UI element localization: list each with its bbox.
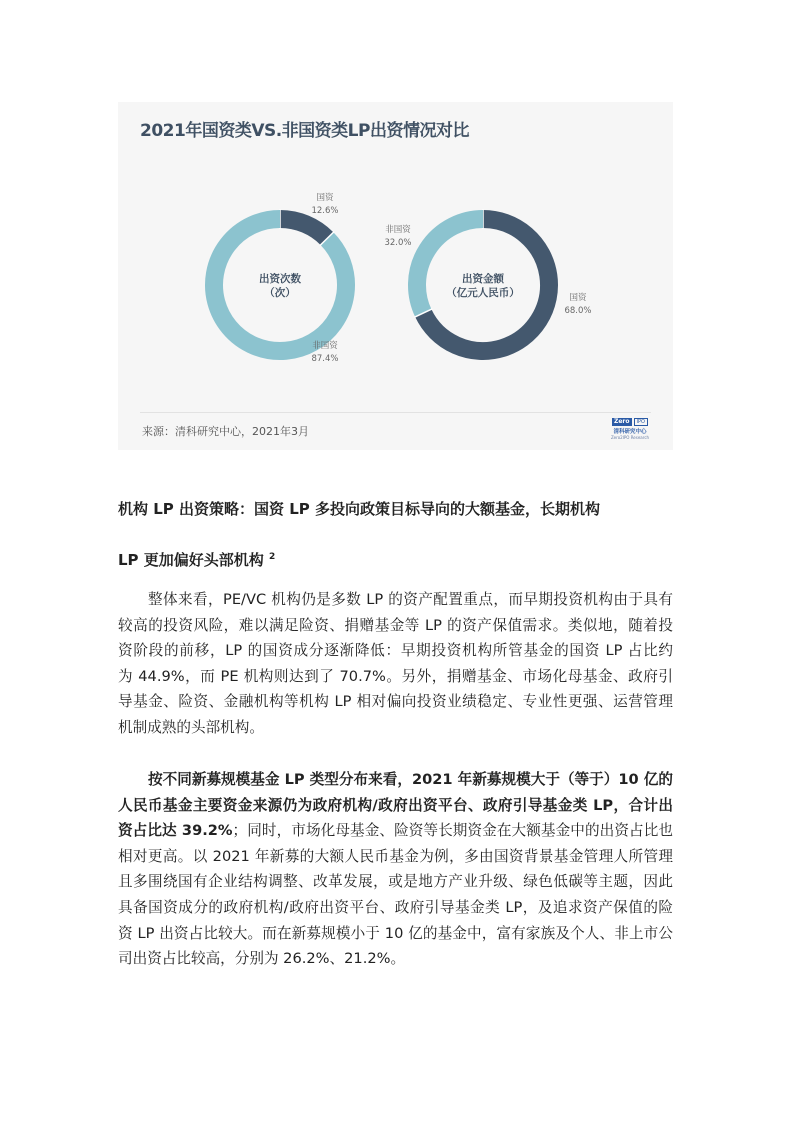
slice-label-name: 非国资 (385, 225, 411, 235)
text-line (118, 869, 673, 895)
logo-text: Zero (614, 418, 630, 425)
donut-slice-state (280, 219, 327, 239)
donut-center-label: 出资次数 (259, 273, 301, 285)
text-segment: 且多围绕国有企业结构调整、改革发展，或是地方产业升级、绿色低碳等主题，因此 (118, 873, 673, 891)
text-segment: 较高的投资风险，难以满足险资、捐赠基金等 LP 的资产保值需求。类似地，随着投 (118, 616, 673, 634)
text-segment: 按不同新募规模基金 LP 类型分布来看，2021 年新募规模大于（等于）10 亿的 (148, 771, 673, 788)
text-line (118, 767, 673, 793)
text-line (118, 946, 673, 972)
text-line (118, 895, 673, 921)
logo-text: IPO (634, 418, 648, 426)
text-line (118, 613, 673, 639)
footnote-marker[interactable]: 2 (269, 552, 276, 562)
logo-text: Zero2IPO Research (610, 435, 650, 440)
donut-center-unit: （亿元人民币） (446, 287, 520, 299)
text-line (118, 844, 673, 870)
logo-text: 清科研究中心 (613, 429, 647, 435)
slice-label-name: 国资 (316, 193, 334, 203)
donut-center-unit: （次） (264, 287, 296, 299)
text-segment: 为 44.9%，而 PE 机构则达到了 70.7%。另外，捐赠基金、市场化母基金、政府引 (118, 667, 673, 685)
text-line (118, 638, 673, 664)
slice-label-name: 国资 (569, 293, 587, 303)
section-heading-line-2 (118, 549, 673, 570)
text-line (118, 818, 673, 844)
slice-label-value: 87.4% (311, 354, 339, 364)
text-line (118, 587, 673, 613)
slice-label-name: 非国资 (312, 341, 338, 351)
text-line (118, 715, 673, 741)
text-segment: 人民币基金主要资金来源仍为政府机构/政府出资平台、政府引导基金类 LP，合计出 (118, 796, 673, 814)
paragraph-2 (118, 767, 673, 972)
text-line (118, 921, 673, 947)
text-line (118, 689, 673, 715)
chart-source: 来源：清科研究中心，2021年3月 (142, 425, 309, 438)
text-segment: 资占比达 39.2% (118, 822, 233, 840)
text-segment: 具备国资成分的政府机构/政府出资平台、政府引导基金类 LP，及追求资产保值的险 (118, 898, 673, 916)
divider (140, 412, 651, 413)
text-segment: 资阶段的前移，LP 的国资成分逐渐降低：早期投资机构所管基金的国资 LP 占比约 (118, 642, 673, 660)
donut-charts (118, 102, 673, 412)
text-segment: 整体来看，PE/VC 机构仍是多数 LP 的资产配置重点，而早期投资机构由于具有 (148, 591, 673, 608)
slice-label-value: 68.0% (564, 306, 592, 316)
text-segment: ；同时，市场化母基金、险资等长期资金在大额基金中的出资占比也 (232, 822, 673, 840)
text-line (118, 664, 673, 690)
chart-figure (118, 102, 673, 450)
text-line (118, 793, 673, 819)
section-heading-line-1: 机构 LP 出资策略：国资 LP 多投向政策目标导向的大额基金，长期机构 (118, 500, 600, 518)
chart-title: 2021年国资类VS.非国资类LP出资情况对比 (140, 121, 469, 141)
heading-text: LP 更加偏好头部机构 (118, 551, 264, 569)
text-segment: 相对更高。以 2021 年新募的大额人民币基金为例，多由国资背景基金管理人所管理 (118, 847, 673, 865)
text-segment: 机制成熟的头部机构。 (118, 718, 264, 736)
donut-center-label: 出资金额 (462, 273, 504, 285)
zero2ipo-logo (610, 418, 650, 440)
slice-label-value: 12.6% (311, 206, 339, 216)
text-segment: 司出资占比较高，分别为 26.2%、21.2%。 (118, 950, 406, 968)
paragraph-1 (118, 587, 673, 741)
text-segment: 导基金、险资、金融机构等机构 LP 相对偏向投资业绩稳定、专业性更强、运营管理 (118, 693, 673, 711)
text-segment: 资 LP 出资占比较大。而在新募规模小于 10 亿的基金中，富有家族及个人、非上市公 (118, 924, 673, 942)
slice-label-value: 32.0% (384, 238, 412, 248)
